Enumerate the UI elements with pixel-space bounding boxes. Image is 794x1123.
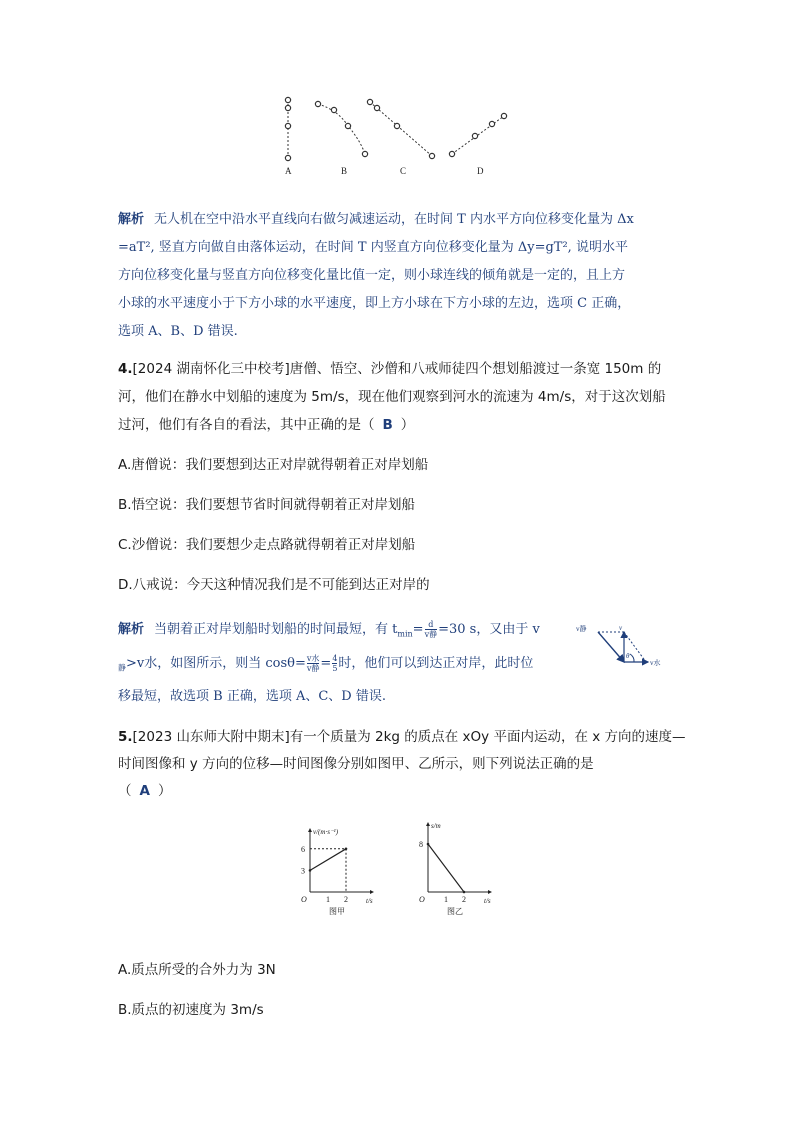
q4-line1	[118, 357, 661, 377]
label-b: B	[341, 166, 348, 176]
sol2-l2b: >v水，如图所示，则当 cosθ=	[126, 656, 306, 671]
x-tick-label: 1	[444, 895, 448, 904]
q4-line2: 河，他们在静水中划船的速度为 5m/s，现在他们观察到河水的流速为 4m/s，对于这次划船	[118, 389, 666, 405]
data-point	[463, 891, 466, 894]
vwater-label: v水	[650, 659, 661, 667]
q4-close: ）	[400, 417, 415, 433]
q5-option-a: A.质点所受的合外力为 3N	[118, 962, 276, 978]
sol2-l1sub: min	[397, 629, 413, 639]
q4-text-2: 过河，他们有各自的看法，其中正确的是（	[118, 417, 375, 433]
x-axis-label: t/s	[366, 897, 373, 905]
y-axis-label: v/(m·s⁻¹)	[313, 828, 339, 836]
sol2-l2d: 时，他们可以到达正对岸，此时位	[338, 656, 534, 671]
q5-number: 5.	[118, 729, 133, 745]
q4-answer: B	[382, 417, 393, 433]
vstill-label: v静	[576, 625, 587, 633]
q5-text-0: [2023 山东师大附中期末]有一个质量为 2kg 的质点在 xOy 平面内运动，在 x 方向的速度—	[132, 729, 686, 745]
series-line	[428, 844, 464, 892]
q4-number: 4.	[118, 361, 133, 377]
q5-line1	[118, 725, 686, 745]
q4-line3	[118, 413, 414, 433]
x-axis-label: t/s	[484, 897, 491, 905]
q5-option-b: B.质点的初速度为 3m/s	[118, 1002, 264, 1018]
frac-vwater-vstill: $\frac{\text{v水}}{\text{v静}}$	[306, 654, 320, 673]
x-tick-label: 2	[462, 895, 466, 904]
sol1-line3: 方向位移变化量与竖直方向位移变化量比值一定，则小球连线的倾角就是一定的，且上方	[118, 268, 626, 283]
sol1-keyword: 解析	[118, 212, 145, 227]
v-label: v	[619, 624, 623, 632]
origin-label: O	[301, 895, 307, 904]
sol2-l1a: 当朝着正对岸划船时划船的时间最短，有 t	[154, 622, 398, 637]
q4-text-0: [2024 湖南怀化三中校考]唐僧、悟空、沙僧和八戒师徒四个想划船渡过一条宽 150m 的	[132, 361, 662, 377]
x-tick-label: 1	[326, 895, 330, 904]
q5-line3	[118, 779, 171, 799]
x-axis-arrow	[488, 890, 492, 894]
theta-label: θ	[626, 652, 630, 660]
frac-4-5: $\frac{4}{5}$	[332, 654, 338, 673]
sol2-line3: 移最短，故选项 B 正确，选项 A、C、D 错误.	[118, 689, 386, 704]
q5-answer: A	[139, 783, 150, 799]
sol1-text-0: 无人机在空中沿水平直线向右做匀减速运动，在时间 T 内水平方向位移变化量为 Δx	[154, 212, 634, 227]
data-point	[309, 869, 312, 872]
y-axis-label: s/m	[431, 822, 441, 830]
sol2-l1b: =30 s，又由于 v	[438, 622, 540, 637]
q4-option-d: D.八戒说：今天这种情况我们是不可能到达正对岸的	[118, 577, 430, 593]
y-tick-label: 3	[301, 866, 305, 876]
y-tick-label: 6	[301, 844, 305, 854]
data-point	[345, 848, 348, 851]
sol2-l2c: =	[320, 656, 332, 671]
origin-label: O	[419, 895, 425, 904]
label-a: A	[285, 166, 292, 176]
label-d: D	[477, 166, 484, 176]
sol2-keyword: 解析	[118, 622, 145, 637]
series-line	[310, 849, 346, 871]
chart-title: 图乙	[447, 907, 463, 916]
q4-option-c: C.沙僧说：我们要想少走点路就得朝着正对岸划船	[118, 537, 416, 553]
y-axis-arrow	[426, 822, 430, 826]
sol1-line4: 小球的水平速度小于下方小球的水平速度，即上方小球在下方小球的左边，选项 C 正确，	[118, 296, 631, 311]
frac-d-vstill: $\frac{d}{\text{v静}}$	[424, 620, 438, 639]
chart-yi	[406, 816, 506, 924]
q4-option-b: B.悟空说：我们要想节省时间就得朝着正对岸划船	[118, 497, 416, 513]
trajectory-figure	[270, 90, 530, 182]
q5-line2: 时间图像和 y 方向的位移—时间图像分别如图甲、乙所示，则下列说法正确的是	[118, 756, 594, 772]
sol2-line2	[118, 652, 533, 674]
y-tick-label: 8	[419, 840, 423, 849]
y-axis-arrow	[308, 828, 312, 832]
sol1-line2: =aT², 竖直方向做自由落体运动，在时间 T 内竖直方向位移变化量为 Δy=gT², 说明水平	[118, 240, 628, 255]
q4-option-a: A.唐僧说：我们要想到达正对岸就得朝着正对岸划船	[118, 457, 429, 473]
data-point	[427, 843, 430, 846]
q5-close: ）	[157, 783, 172, 799]
chart-title: 图甲	[329, 907, 345, 916]
velocity-triangle-figure	[576, 618, 672, 674]
sol2-line1	[118, 618, 540, 639]
label-c: C	[400, 166, 407, 176]
sol1-line1	[118, 208, 634, 227]
q5-open: （	[118, 783, 132, 799]
chart-jia	[296, 826, 396, 924]
x-axis-arrow	[370, 890, 374, 894]
x-tick-label: 2	[344, 895, 348, 904]
sol2-l1eq: =	[412, 622, 424, 637]
sol2-l2a: 静	[118, 663, 126, 673]
sol1-line5: 选项 A、B、D 错误.	[118, 324, 238, 339]
